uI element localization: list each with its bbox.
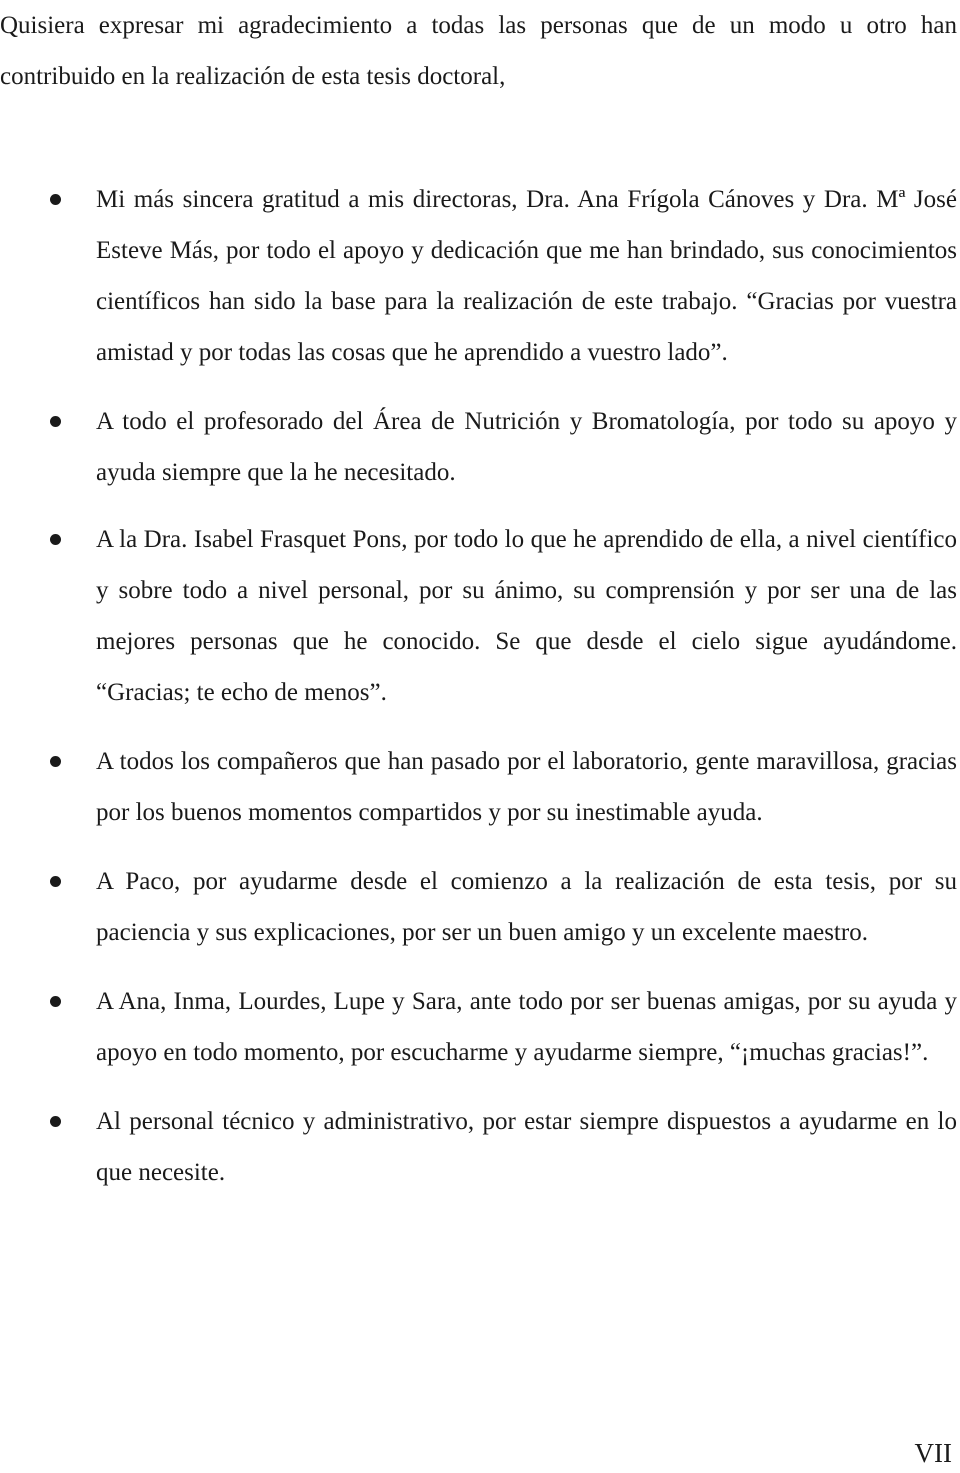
list-item xyxy=(0,1096,957,1198)
list-item-text: A todos los compañeros que han pasado por el laboratorio, gente maravillosa, gracias por los buenos momentos compartidos y por su inestimable ayuda. xyxy=(96,748,957,826)
list-item xyxy=(0,736,957,838)
list-item-text: A Ana, Inma, Lourdes, Lupe y Sara, ante todo por ser buenas amigas, por su ayuda y apoyo en todo momento, por escucharme y ayudarme siempre, “¡muchas gracias!”. xyxy=(96,988,957,1066)
list-item-text: A Paco, por ayudarme desde el comienzo a la realización de esta tesis, por su paciencia y sus explicaciones, por ser un buen amigo y un excelente maestro. xyxy=(96,868,957,946)
bullet-icon xyxy=(50,996,61,1007)
list-item xyxy=(0,514,957,718)
list-item xyxy=(0,174,957,378)
list-item-text: A la Dra. Isabel Frasquet Pons, por todo lo que he aprendido de ella, a nivel científico y sobre todo a nivel personal, por su ánimo, su comprensión y por ser una de las mejores personas que he conocido. Se que desde el cielo sigue ayudándome. “Gracias; te echo de menos”. xyxy=(96,526,957,706)
bullet-icon xyxy=(50,416,61,427)
bullet-icon xyxy=(50,756,61,767)
bullet-icon xyxy=(50,876,61,887)
list-item-text: Mi más sincera gratitud a mis directoras, Dra. Ana Frígola Cánoves y Dra. Mª José Esteve Más, por todo el apoyo y dedicación que me han brindado, sus conocimientos científicos han sido la base para la realización de este trabajo. “Gracias por vuestra amistad y por todas las cosas que he aprendido a vuestro lado”. xyxy=(96,186,957,366)
list-item xyxy=(0,856,957,958)
bullet-icon xyxy=(50,534,61,545)
bullet-icon xyxy=(50,194,61,205)
acknowledgement-list xyxy=(0,174,957,1198)
list-item xyxy=(0,396,957,498)
list-item-text: Al personal técnico y administrativo, por estar siempre dispuestos a ayudarme en lo que necesite. xyxy=(96,1108,957,1186)
page-number: VII xyxy=(914,1438,952,1468)
bullet-icon xyxy=(50,1116,61,1127)
list-item xyxy=(0,976,957,1078)
intro-paragraph: Quisiera expresar mi agradecimiento a todas las personas que de un modo u otro han contribuido en la realización de esta tesis doctoral, xyxy=(0,12,957,90)
list-item-text: A todo el profesorado del Área de Nutrición y Bromatología, por todo su apoyo y ayuda siempre que la he necesitado. xyxy=(96,408,957,486)
